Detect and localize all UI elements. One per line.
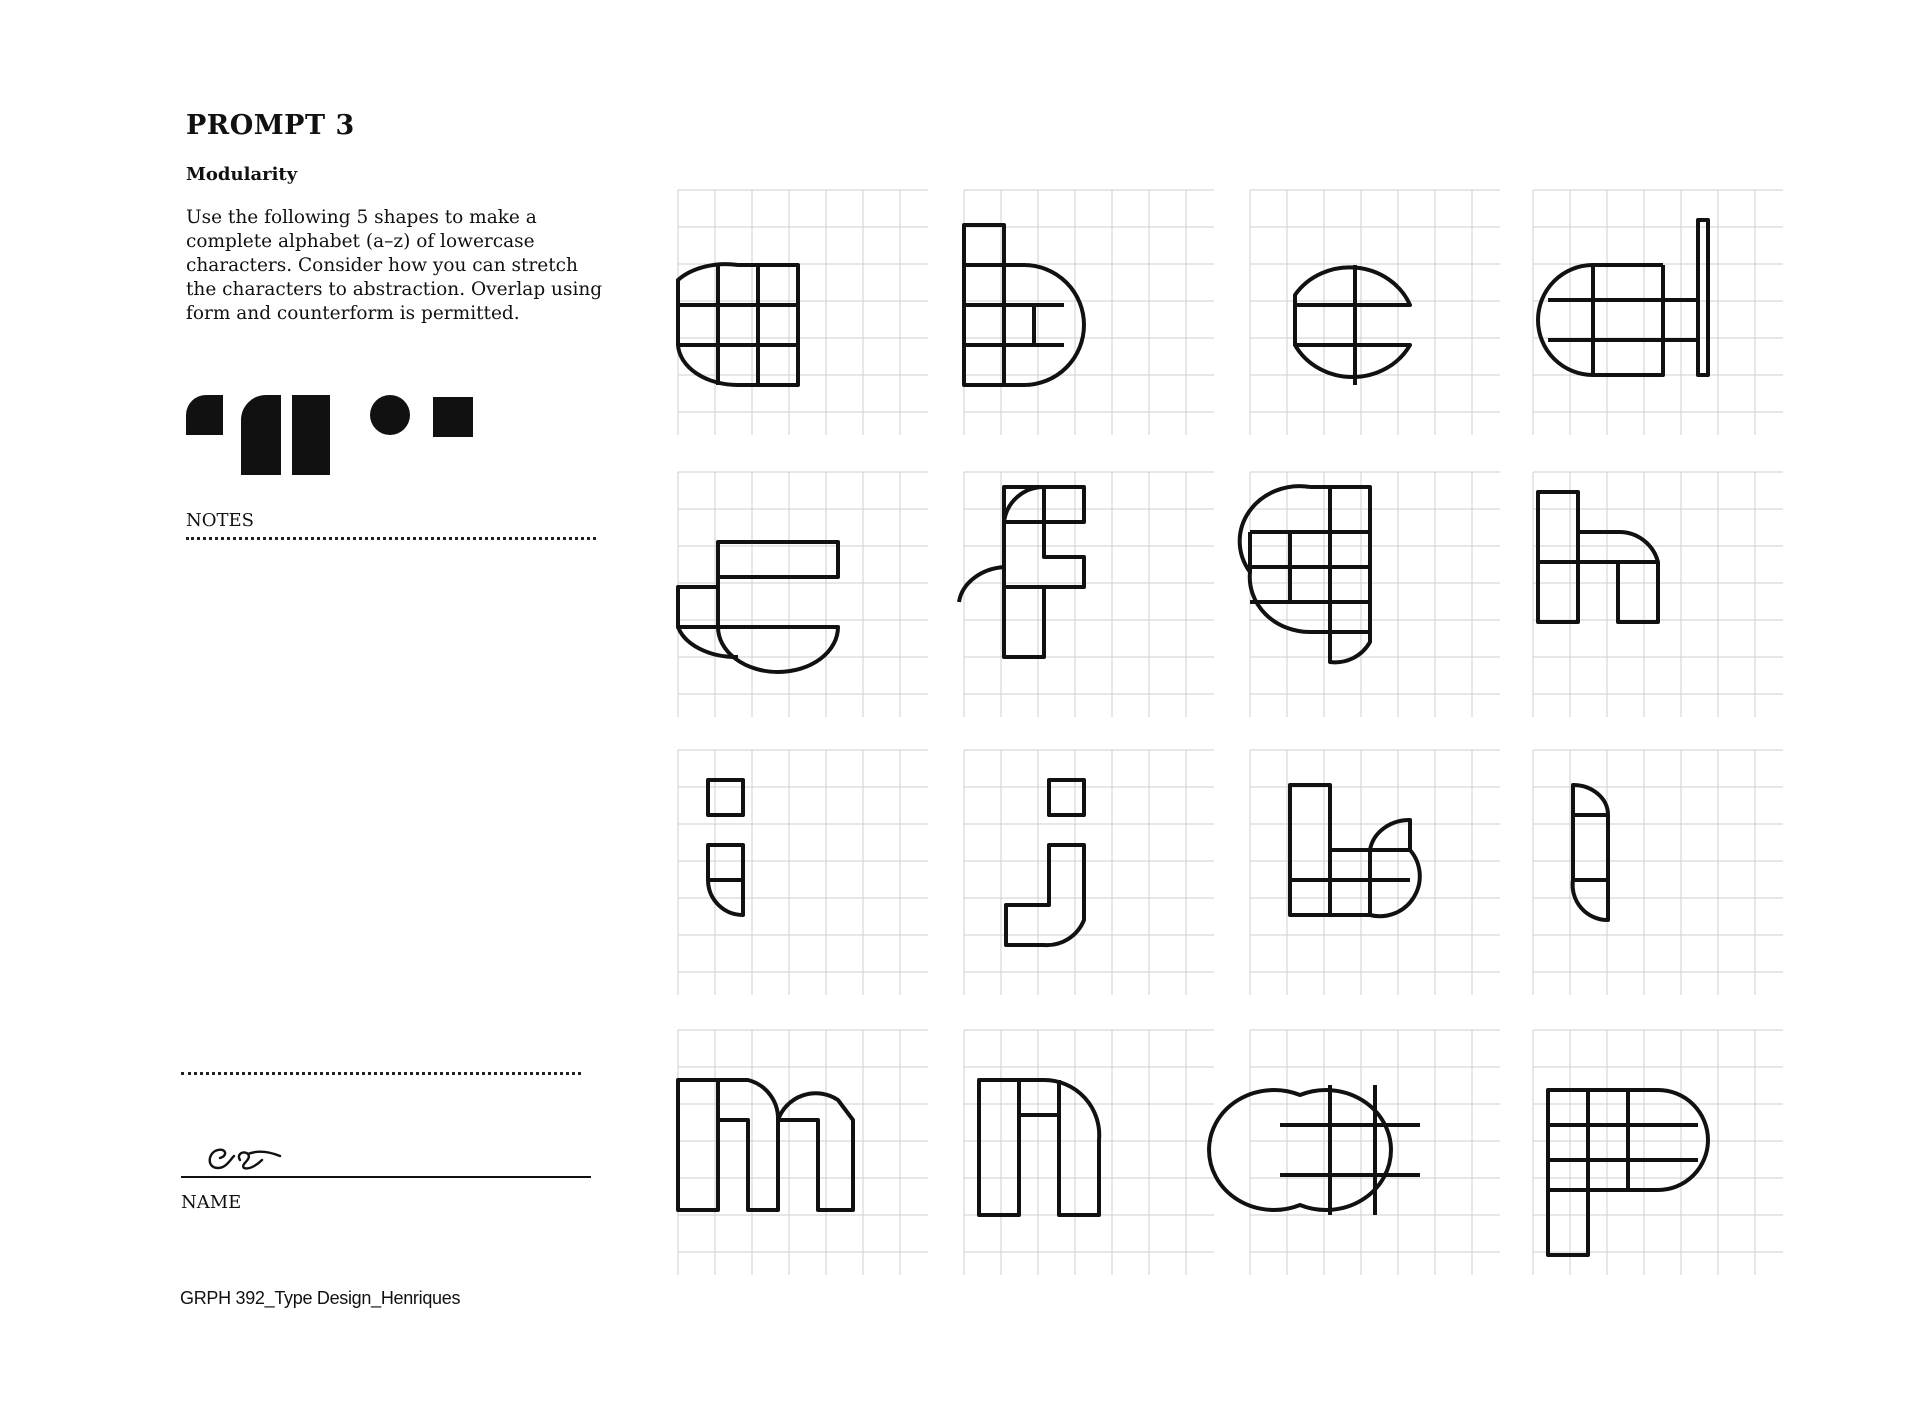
grid-panel xyxy=(1533,750,1783,995)
letter-glyph-k xyxy=(1290,785,1420,916)
instructions xyxy=(186,206,606,326)
letter-glyph-i xyxy=(708,780,743,915)
instruction-line: Use the following 5 shapes to make a xyxy=(186,207,537,228)
page-subtitle: Modularity xyxy=(186,164,298,185)
signature xyxy=(200,1120,320,1180)
notes-divider xyxy=(186,537,596,540)
letter-glyph-o xyxy=(1209,1085,1420,1215)
grid-panel xyxy=(1533,1030,1783,1275)
grid-panel xyxy=(1250,1030,1500,1275)
letter-glyphs xyxy=(678,220,1708,1255)
letter-glyph-h xyxy=(1538,492,1658,622)
letter-glyph-j xyxy=(1006,780,1084,945)
quarter-circle-shape xyxy=(186,395,223,435)
grid-panel xyxy=(964,1030,1214,1275)
tall-quarter-shape xyxy=(241,395,281,475)
instruction-line: form and counterform is permitted. xyxy=(186,303,520,324)
letter-glyph-l xyxy=(1573,785,1608,920)
square-shape xyxy=(433,397,473,437)
rectangle-shape xyxy=(292,395,330,475)
name-line xyxy=(181,1176,591,1178)
grid-panel xyxy=(1250,190,1500,435)
footer-course: GRPH 392_Type Design_Henriques xyxy=(180,1288,461,1308)
module-shapes xyxy=(186,390,486,490)
grid-panel xyxy=(1533,190,1783,435)
letter-glyph-g xyxy=(1240,486,1370,662)
letter-glyph-b xyxy=(964,225,1084,385)
name-label: NAME xyxy=(181,1192,242,1213)
grid-panel xyxy=(964,750,1214,995)
letter-glyph-d xyxy=(1538,220,1708,375)
letter-glyph-c xyxy=(678,542,838,672)
grid-panel xyxy=(964,190,1214,435)
letter-glyph-n xyxy=(979,1080,1099,1215)
letter-glyph-f xyxy=(959,487,1084,657)
graph-grids xyxy=(678,190,1783,1275)
grid-panel xyxy=(1533,472,1783,717)
grid-panel xyxy=(678,750,928,995)
letter-glyph-p xyxy=(1548,1090,1708,1255)
letter-glyph-e xyxy=(1295,265,1410,385)
grid-panel xyxy=(964,472,1214,717)
instruction-line: the characters to abstraction. Overlap using xyxy=(186,279,603,300)
notes-divider-bottom xyxy=(181,1072,581,1075)
grid-panel xyxy=(678,472,928,717)
grid-panel xyxy=(1250,750,1500,995)
letter-glyph-m xyxy=(678,1080,853,1210)
instruction-line: complete alphabet (a–z) of lowercase xyxy=(186,231,535,252)
instruction-line: characters. Consider how you can stretch xyxy=(186,255,578,276)
notes-label: NOTES xyxy=(186,510,254,531)
letter-glyph-a xyxy=(678,264,798,385)
circle-shape xyxy=(370,395,410,435)
grid-panel xyxy=(678,1030,928,1275)
grid-panel xyxy=(678,190,928,435)
page-title: PROMPT 3 xyxy=(186,110,355,141)
grid-panel xyxy=(1250,472,1500,717)
